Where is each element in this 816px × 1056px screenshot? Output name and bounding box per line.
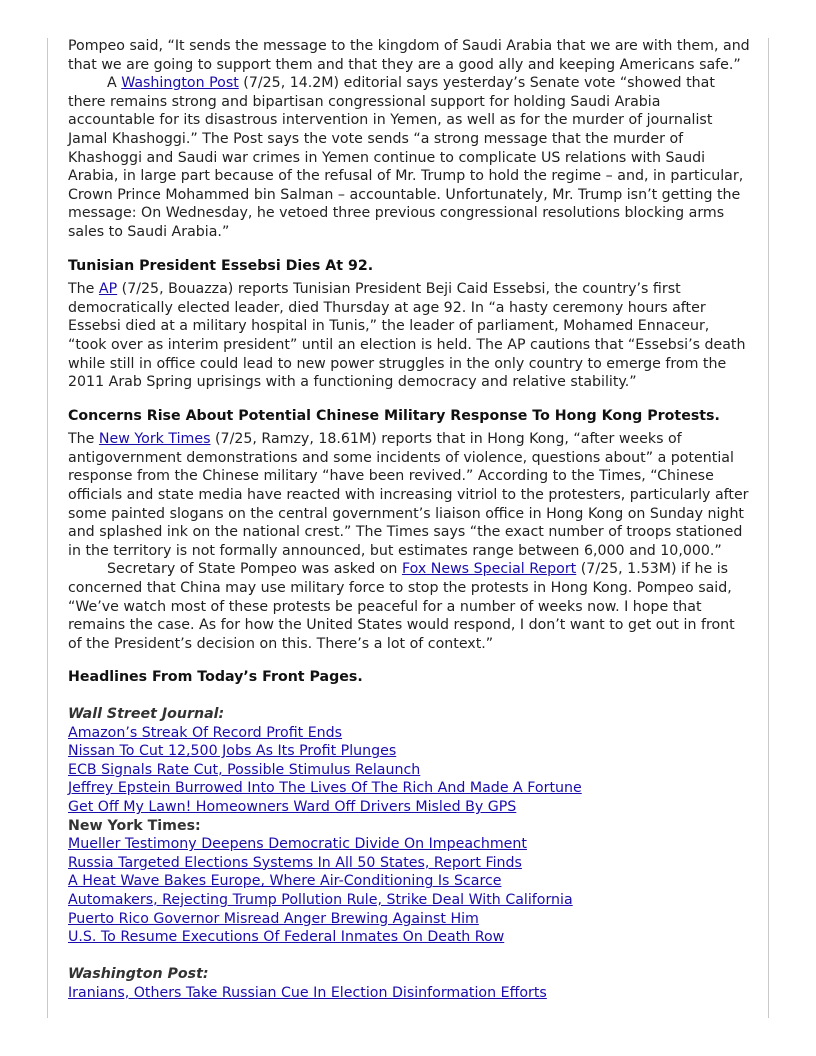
washington-post-paragraph	[68, 74, 750, 241]
hk-p2-prefix: Secretary of State Pompeo was asked on	[107, 561, 402, 578]
hk-p2-text: (7/25, 1.53M) if he is concerned that China may use military force to stop the protests in Hong Kong. Pompeo said, “We’ve watch most of these protests be peaceful for a number of weeks now. I hope that remains the case. As for how the United States would respond, I don’t want to get out in front of the President’s decision on this. There’s a lot of context.”	[68, 561, 735, 652]
washington-post-link[interactable]: Washington Post	[121, 75, 239, 92]
hong-kong-headline: Concerns Rise About Potential Chinese Military Response To Hong Kong Protests.	[68, 407, 720, 424]
headline-link[interactable]: Amazon’s Streak Of Record Profit Ends	[68, 724, 343, 741]
new-york-times-link[interactable]: New York Times	[98, 431, 211, 448]
headline-link[interactable]: A Heat Wave Bakes Europe, Where Air-Conditioning Is Scarce	[68, 873, 502, 890]
hk-p1-prefix: The	[68, 431, 99, 448]
headline-link[interactable]: Russia Targeted Elections Systems In All 50 States, Report Finds	[68, 854, 522, 871]
tunisia-headline: Tunisian President Essebsi Dies At 92.	[68, 257, 374, 274]
wapo-text: (7/25, 14.2M) editorial says yesterday’s Senate vote “showed that there remains strong and bipartisan congressional support for holding Saudi Arabia accountable for its disastrous intervention in Yemen, as well as for the murder of journalist Jamal Khashoggi.” The Post says the vote sends “a strong message that the murder of Khashoggi and Saudi war crimes in Yemen continue to complicate US relations with Saudi Arabia, in large part because of the refusal of Mr. Trump to hold the regime – and, in particular, Crown Prince Mohammed bin Salman – accountable. Unfortunately, Mr. Trump isn’t getting the message: On Wednesday, he vetoed three previous congressional resolutions blocking arms sales to Saudi Arabia.”	[68, 75, 744, 240]
left-margin-rule	[47, 38, 48, 1018]
wapo-source-label: Washington Post:	[68, 966, 209, 983]
headline-link[interactable]: Jeffrey Epstein Burrowed Into The Lives Of The Rich And Made A Fortune	[68, 780, 582, 797]
hong-kong-paragraph-2	[68, 560, 750, 653]
nyt-headline-list	[68, 835, 750, 947]
pompeo-saudi-paragraph: Pompeo said, “It sends the message to the kingdom of Saudi Arabia that we are with them, and that we are going to support them and that they are a good ally and keeping Americans safe.”	[68, 38, 750, 73]
nyt-source-label: New York Times:	[68, 817, 201, 834]
wsj-source-label: Wall Street Journal:	[68, 706, 225, 722]
tunisia-paragraph	[68, 280, 750, 392]
document-page	[68, 37, 750, 1003]
wapo-headline-list	[68, 984, 750, 1003]
hk-p1-text: (7/25, Ramzy, 18.61M) reports that in Hong Kong, “after weeks of antigovernment demonstrations and some incidents of violence, questions about” a potential response from the Chinese military “have been revived.” According to the Times, “Chinese officials and state media have reacted with increasing vitriol to the protesters, particularly after some painted slogans on the central government’s liaison office in Hong Kong on Sunday night and splashed ink on the national crest.” The Times says “the exact number of troops stationed in the territory is not formally announced, but estimates range between 6,000 and 10,000.”	[68, 431, 749, 559]
tunisia-text: (7/25, Bouazza) reports Tunisian President Beji Caid Essebsi, the country’s first democratically elected leader, died Thursday at age 92. In “a hasty ceremony hours after Essebsi died at a military hospital in Tunis,” the leader of parliament, Mohamed Ennaceur, “took over as interim president” until an election is held. The AP cautions that “Essebsi’s death while still in office could lead to new power struggles in the only country to emerge from the 2011 Arab Spring uprisings with a functioning democracy and relative stability.”	[68, 281, 746, 391]
front-pages-headline: Headlines From Today’s Front Pages.	[68, 669, 363, 686]
headline-link[interactable]: Get Off My Lawn! Homeowners Ward Off Drivers Misled By GPS	[68, 798, 517, 815]
headline-link[interactable]: Automakers, Rejecting Trump Pollution Rule, Strike Deal With California	[68, 891, 573, 908]
ap-link[interactable]: AP	[98, 281, 118, 298]
wsj-headline-list	[68, 724, 750, 817]
headline-link[interactable]: Mueller Testimony Deepens Democratic Divide On Impeachment	[68, 836, 527, 853]
fox-news-special-report-link[interactable]: Fox News Special Report	[401, 561, 577, 578]
headline-link[interactable]: ECB Signals Rate Cut, Possible Stimulus Relaunch	[68, 761, 421, 778]
headline-link[interactable]: U.S. To Resume Executions Of Federal Inmates On Death Row	[68, 929, 505, 946]
wapo-prefix: A	[107, 75, 122, 92]
tunisia-prefix: The	[68, 281, 99, 298]
headline-link[interactable]: Nissan To Cut 12,500 Jobs As Its Profit Plunges	[68, 743, 397, 760]
section-gap	[68, 947, 750, 966]
right-margin-rule	[768, 38, 769, 1018]
headline-link[interactable]: Iranians, Others Take Russian Cue In Election Disinformation Efforts	[68, 984, 547, 1001]
hong-kong-paragraph-1	[68, 430, 750, 560]
headline-link[interactable]: Puerto Rico Governor Misread Anger Brewing Against Him	[68, 910, 479, 927]
